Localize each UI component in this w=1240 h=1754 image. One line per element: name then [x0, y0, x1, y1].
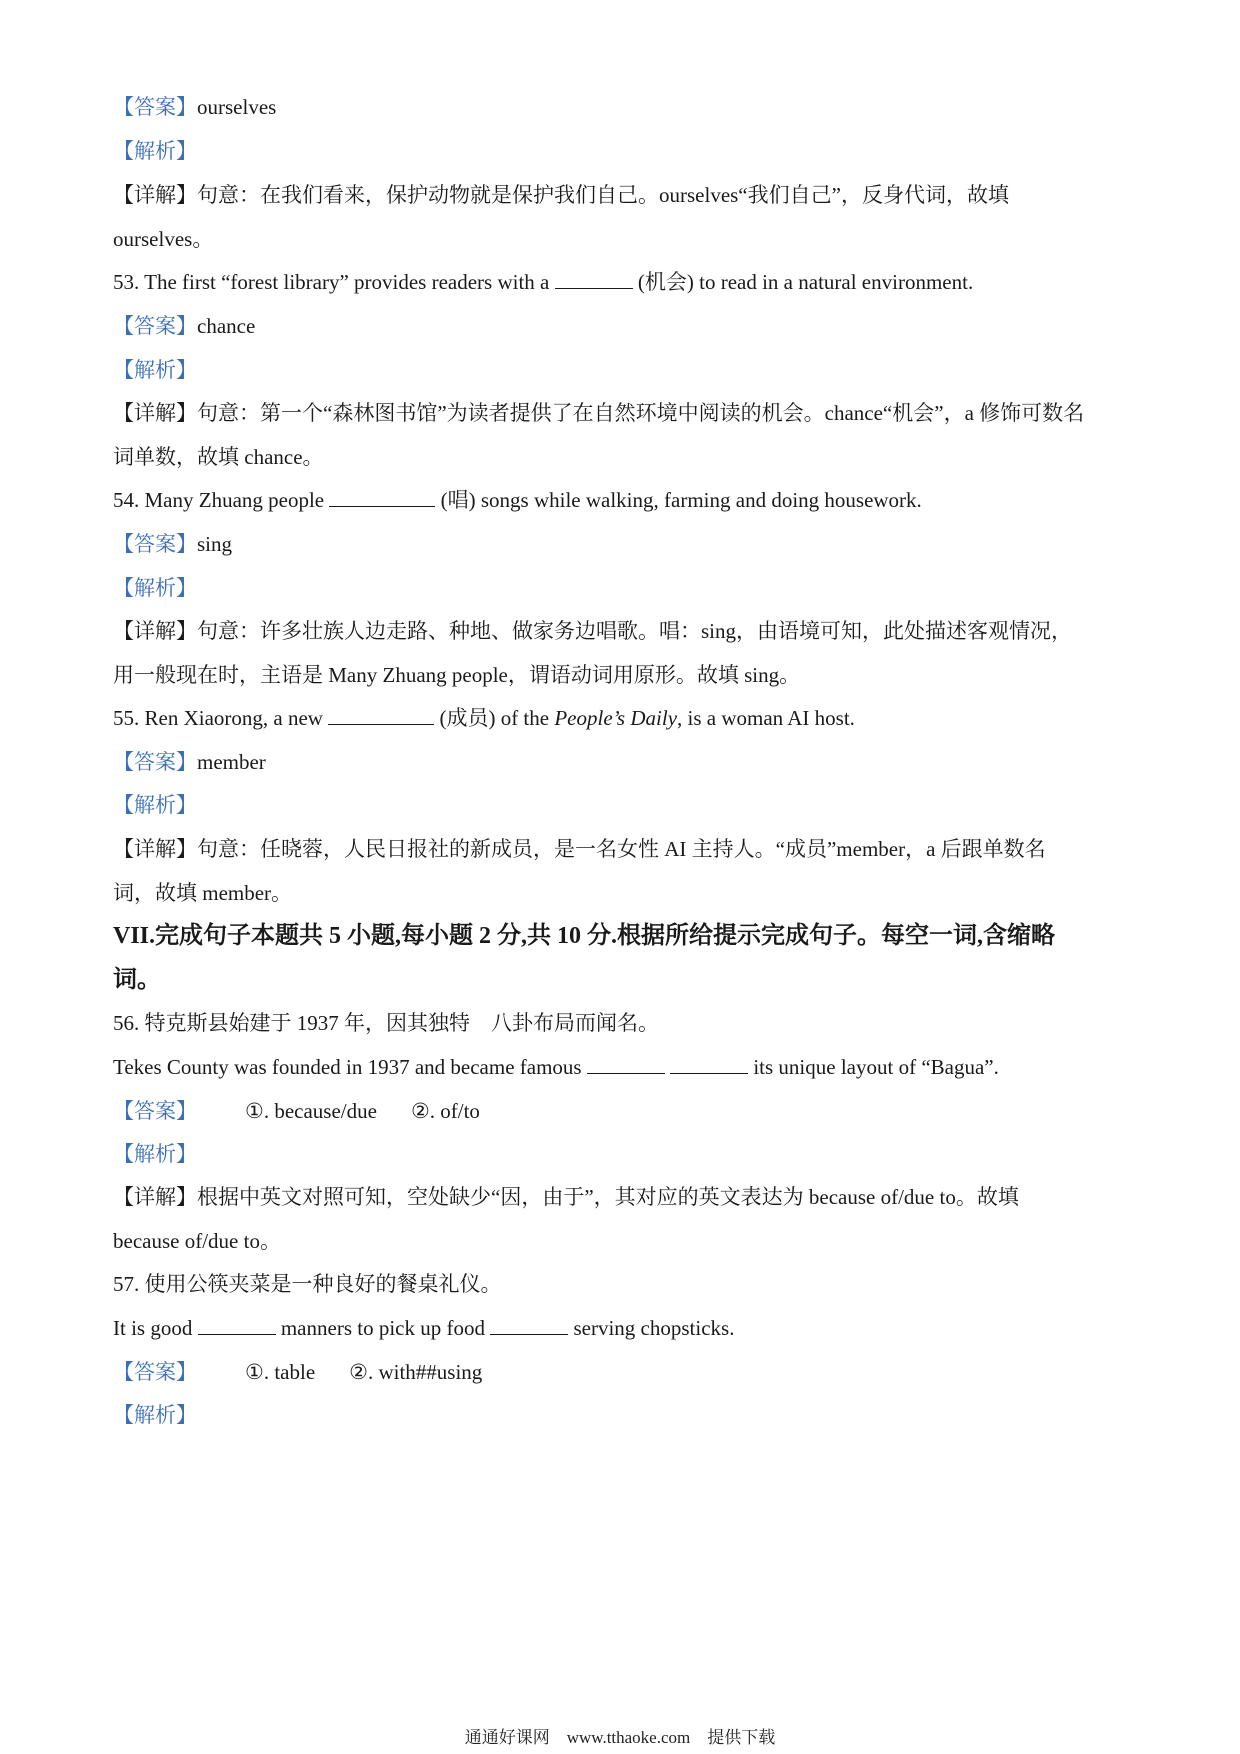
page-footer: 通通好课网 www.tthaoke.com 提供下载 — [464, 1728, 776, 1747]
answer-tag: 【答案】 — [113, 750, 197, 774]
q54-text-b: (唱) songs while walking, farming and doing housework. — [440, 488, 922, 512]
q56-answer-line — [113, 1096, 1128, 1126]
q54-detail-line-2 — [113, 660, 1128, 690]
q54-detail-2: 用一般现在时，主语是 Many Zhuang people，谓语动词用原形。故填 sing。 — [113, 663, 801, 687]
detail-tag: 【详解】 — [113, 837, 197, 861]
answer-tag: 【答案】 — [113, 95, 197, 119]
q55-detail-line-1 — [113, 834, 1128, 864]
q57-english-sentence — [113, 1313, 1128, 1343]
q57-answer-line — [113, 1357, 1128, 1387]
q53-answer: chance — [197, 314, 256, 338]
analysis-tag: 【解析】 — [113, 1142, 197, 1166]
q54-detail-line-1 — [113, 616, 1128, 646]
analysis-tag: 【解析】 — [113, 358, 197, 382]
q53-detail-1: 句意：第一个“森林图书馆”为读者提供了在自然环境中阅读的机会。chance“机会”，a 修饰可数名 — [197, 401, 1085, 425]
q53-text-b: (机会) to read in a natural environment. — [637, 270, 974, 294]
q53-question — [113, 267, 1128, 297]
section-heading-line-1 — [113, 921, 1128, 951]
q54-blank — [329, 486, 435, 507]
q56-answer-2: ②. of/to — [410, 1099, 480, 1123]
q54-text-a: 54. Many Zhuang people — [113, 488, 325, 512]
q56-analysis-line — [113, 1139, 1128, 1169]
q56-chinese-prompt — [113, 1008, 1128, 1038]
answer-tag: 【答案】 — [113, 1360, 197, 1384]
q54-question — [113, 485, 1128, 515]
q56-english-sentence — [113, 1052, 1128, 1082]
q52-detail-2: ourselves。 — [113, 227, 214, 251]
q57-zh: 57. 使用公筷夹菜是一种良好的餐桌礼仪。 — [113, 1272, 502, 1296]
q55-detail-line-2 — [113, 878, 1128, 908]
q56-blank-1 — [587, 1053, 665, 1074]
q56-detail-1: 根据中英文对照可知，空处缺少“因，由于”，其对应的英文表达为 because of/due to。故填 — [197, 1185, 1019, 1209]
q53-text-a: 53. The first “forest library” provides readers with a — [113, 270, 550, 294]
q55-detail-1: 句意：任晓蓉，人民日报社的新成员，是一名女性 AI 主持人。“成员”member，a 后跟单数名 — [197, 837, 1046, 861]
analysis-tag: 【解析】 — [113, 1403, 197, 1427]
q53-blank — [555, 268, 633, 289]
analysis-tag: 【解析】 — [113, 139, 197, 163]
q56-zh: 56. 特克斯县始建于 1937 年，因其独特 八卦布局而闻名。 — [113, 1011, 659, 1035]
analysis-tag: 【解析】 — [113, 576, 197, 600]
section-heading-line-2 — [113, 965, 1128, 995]
q56-detail-2: because of/due to。 — [113, 1229, 281, 1253]
q53-answer-line — [113, 311, 1128, 341]
answer-tag: 【答案】 — [113, 314, 197, 338]
q56-en-b: its unique layout of “Bagua”. — [753, 1055, 999, 1079]
q56-en-a: Tekes County was founded in 1937 and became famous — [113, 1055, 582, 1079]
q52-answer: ourselves — [197, 95, 277, 119]
q57-answer-2: ②. with##using — [349, 1360, 483, 1384]
q55-question — [113, 703, 1128, 733]
q52-detail-line-1 — [113, 180, 1128, 210]
q54-answer: sing — [197, 532, 233, 556]
q57-blank-1 — [198, 1314, 276, 1335]
q55-detail-2: 词，故填 member。 — [113, 881, 293, 905]
answer-tag: 【答案】 — [113, 532, 197, 556]
q57-analysis-line — [113, 1400, 1128, 1430]
q52-detail-1: 句意：在我们看来，保护动物就是保护我们自己。ourselves“我们自己”，反身代词，故填 — [197, 183, 1009, 207]
q57-en-a: It is good — [113, 1316, 193, 1340]
q55-text-c: , is a woman AI host. — [677, 706, 855, 730]
q56-answer-1: ①. because/due — [245, 1099, 377, 1123]
q53-detail-line-1 — [113, 398, 1128, 428]
q56-blank-2 — [670, 1053, 748, 1074]
detail-tag: 【详解】 — [113, 401, 197, 425]
q55-blank — [328, 704, 434, 725]
q52-answer-line — [113, 92, 1128, 122]
q54-answer-line — [113, 529, 1128, 559]
q56-detail-line-2 — [113, 1226, 1128, 1256]
q57-blank-2 — [490, 1314, 568, 1335]
q57-answer-1: ①. table — [245, 1360, 316, 1384]
q54-detail-1: 句意：许多壮族人边走路、种地、做家务边唱歌。唱：sing，由语境可知，此处描述客观情况， — [197, 619, 1073, 643]
q52-analysis-line — [113, 136, 1128, 166]
q55-answer-line — [113, 747, 1128, 777]
q57-chinese-prompt — [113, 1269, 1128, 1299]
answer-tag: 【答案】 — [113, 1099, 197, 1123]
q56-detail-line-1 — [113, 1182, 1128, 1212]
q55-text-b: (成员) of the — [439, 706, 550, 730]
q52-detail-line-2 — [113, 224, 1128, 254]
section-heading-2: 词。 — [113, 967, 161, 993]
analysis-tag: 【解析】 — [113, 793, 197, 817]
q55-text-italic: People’s Daily — [554, 706, 678, 730]
q53-detail-line-2 — [113, 442, 1128, 472]
q55-answer: member — [197, 750, 266, 774]
q55-text-a: 55. Ren Xiaorong, a new — [113, 706, 323, 730]
q53-detail-2: 词单数，故填 chance。 — [113, 445, 324, 469]
detail-tag: 【详解】 — [113, 619, 197, 643]
q57-en-c: serving chopsticks. — [573, 1316, 735, 1340]
q55-analysis-line — [113, 790, 1128, 820]
detail-tag: 【详解】 — [113, 183, 197, 207]
q54-analysis-line — [113, 573, 1128, 603]
detail-tag: 【详解】 — [113, 1185, 197, 1209]
q53-analysis-line — [113, 355, 1128, 385]
section-heading-1: VII.完成句子本题共 5 小题,每小题 2 分,共 10 分.根据所给提示完成句子。每空一词,含缩略 — [113, 923, 1056, 949]
q57-en-b: manners to pick up food — [280, 1316, 485, 1340]
